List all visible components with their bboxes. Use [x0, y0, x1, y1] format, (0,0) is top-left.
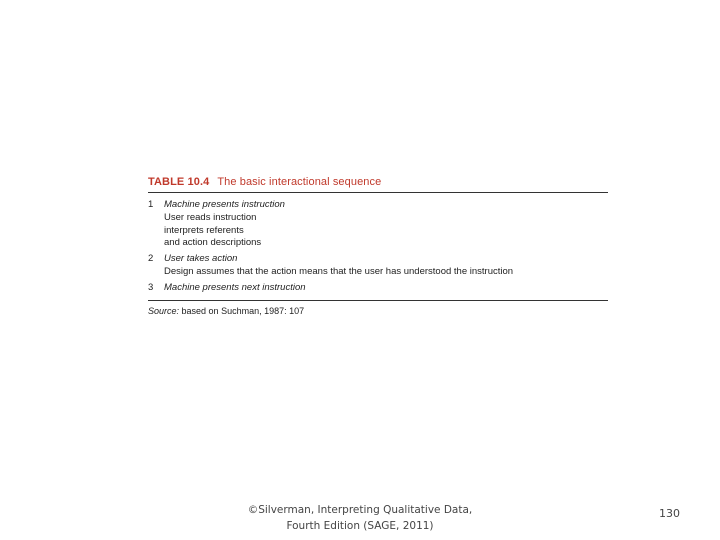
step-title: Machine presents instruction	[164, 199, 285, 210]
slide-footer	[240, 502, 480, 534]
step-number: 2	[148, 253, 154, 265]
table-figure	[148, 174, 608, 317]
footer-line-1: ©Silverman, Interpreting Qualitative Data,	[247, 504, 473, 516]
source-label: Source:	[148, 305, 180, 316]
table-source	[148, 301, 608, 317]
step-detail: Design assumes that the action means that the user has understood the instruction	[164, 265, 514, 277]
step-3	[148, 282, 608, 295]
page-number: 130	[659, 507, 680, 520]
step-detail: interprets referents	[164, 224, 244, 236]
source-citation: based on Suchman, 1987: 107	[179, 305, 305, 316]
step-detail: User reads instruction	[164, 211, 257, 223]
footer-line-2: Fourth Edition (SAGE, 2011)	[286, 520, 434, 532]
table-number: TABLE 10.4	[148, 176, 210, 188]
table-title: The basic interactional sequence	[217, 176, 382, 188]
table-caption	[148, 174, 608, 190]
step-number: 1	[148, 199, 154, 210]
step-detail: and action descriptions	[164, 237, 262, 249]
step-1	[148, 199, 608, 250]
step-title: Machine presents next instruction	[164, 281, 306, 293]
step-title: User takes action	[164, 253, 238, 265]
step-2	[148, 253, 608, 279]
step-number: 3	[148, 281, 154, 293]
table-body	[148, 193, 608, 300]
